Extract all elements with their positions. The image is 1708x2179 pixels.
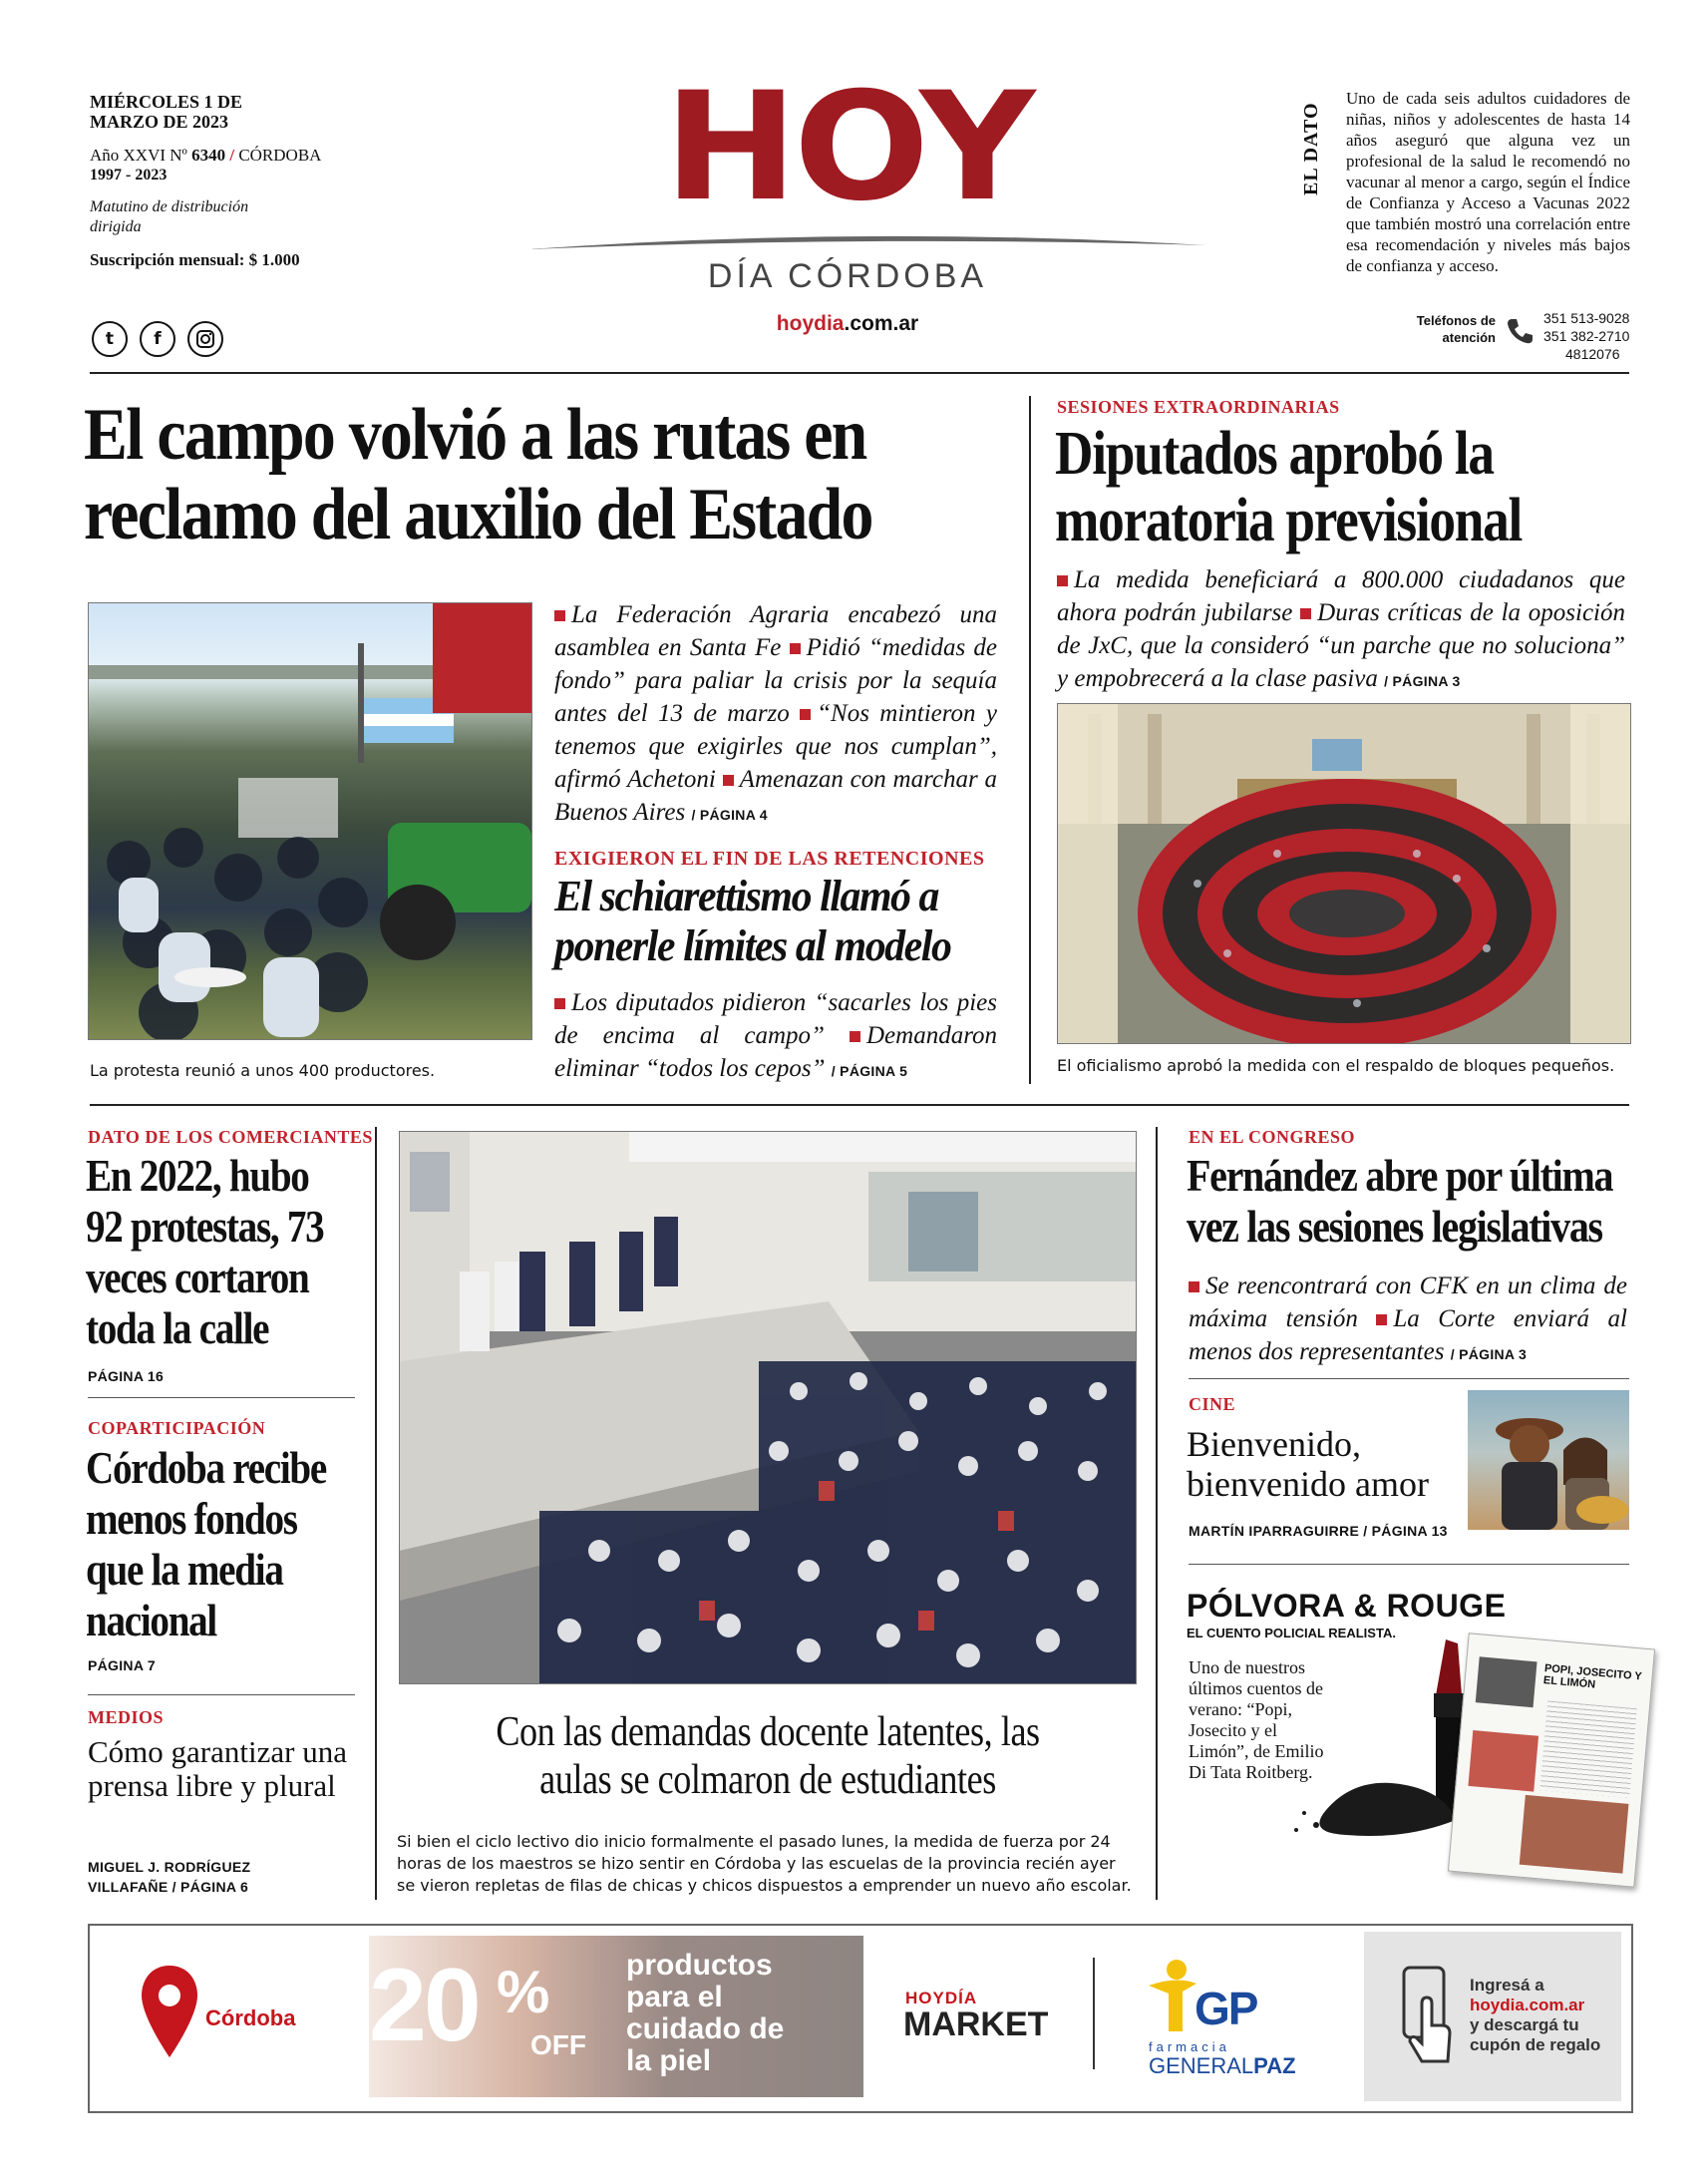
school-photo: [399, 1131, 1137, 1684]
bullet-square: [1300, 608, 1311, 619]
congreso-deck-item: Se reencontrará con CFK en un clima de máxima tensión: [1189, 1272, 1627, 1332]
newspaper-clipping: [1448, 1633, 1655, 1887]
left-headline-2: Córdoba recibe menos fondos que la media nacional: [86, 1442, 326, 1645]
main-headline: El campo volvió a las rutas en reclamo del auxilio del Estado: [84, 394, 872, 555]
issue-info: [90, 146, 321, 166]
left-page-ref-3: MIGUEL J. RODRÍGUEZ VILLAFAÑE / PÁGINA 6: [88, 1859, 251, 1895]
bullet-square: [1057, 575, 1068, 586]
ad-city: Córdoba: [205, 2005, 296, 2030]
location-pin-icon: [140, 1964, 199, 2059]
right-page-ref: / PÁGINA 3: [1384, 673, 1461, 689]
issue-number: 6340: [191, 146, 226, 165]
left-divider-2: [88, 1694, 355, 1695]
main-deck-item: Pidió “medidas de fondo” para paliar la crisis por la sequía antes del 13 de marzo: [554, 634, 998, 727]
market-logo-bottom: MARKET: [903, 2005, 1049, 2043]
sub-kicker: EXIGIERON EL FIN DE LAS RETENCIONES: [554, 848, 985, 870]
sub-deck-item: Los diputados pidieron “sacarles los pies de encima al campo”: [554, 989, 997, 1049]
issue-city: CÓRDOBA: [238, 146, 322, 165]
right-deck-item: La medida beneficiará a 800.000 ciudadanos que ahora podrán jubilarse: [1057, 566, 1625, 626]
polvora-subtitle: EL CUENTO POLICIAL REALISTA.: [1187, 1626, 1396, 1640]
bullet-square: [1189, 1281, 1199, 1292]
pharmacy-initials: GP: [1195, 1983, 1257, 2034]
issue-separator: /: [225, 146, 239, 165]
congreso-headline: Fernández abre por última vez las sesiones legislativas: [1187, 1150, 1613, 1252]
pharmacy-name-2: PAZ: [1253, 2053, 1296, 2078]
coupon-box[interactable]: [1364, 1932, 1621, 2101]
column-divider-right: [1156, 1127, 1158, 1900]
ad-products: productos para el cuidado de la piel: [626, 1949, 785, 2077]
bullet-square: [1376, 1314, 1387, 1325]
column-divider-left: [375, 1127, 377, 1900]
left-kicker-3: MEDIOS: [88, 1707, 165, 1727]
right-deck: [1057, 563, 1625, 698]
right-deck-item: Duras críticas de la oposición de JxC, que la consideró “un parche que no soluciona” y empobrecerá a la clase pasiva: [1057, 599, 1626, 692]
edition-date: MIÉRCOLES 1 DE MARZO DE 2023: [90, 92, 243, 132]
right-divider-1: [1189, 1378, 1629, 1379]
bullet-square: [850, 1031, 860, 1042]
main-deck: [554, 598, 997, 832]
main-photo-caption: La protesta reunió a unos 400 productores.: [90, 1061, 436, 1080]
coupon-site[interactable]: hoydia.com.ar: [1470, 1996, 1585, 2014]
phone-icon: [1504, 315, 1536, 347]
clipping-text-block: [1539, 1700, 1637, 1798]
cine-headline: Bienvenido, bienvenido amor: [1187, 1424, 1429, 1504]
bullet-square: [790, 643, 801, 654]
el-dato-text: Uno de cada seis adultos cuidadores de niñas, niños y adolescentes de hasta 14 años aseguró que alguna vez un profesional de la salud le recomendó no vacunar al menor a cargo, según el Índice de Confianza y Acceso a Vacunas 2022 que también mostró una correlación entre esa recomendación y niveles más bajos de confianza y acceso.: [1346, 89, 1630, 275]
el-dato-label: EL DATO: [1300, 102, 1322, 195]
ad-promo-image: [369, 1936, 863, 2097]
left-headline-3: Cómo garantizar una prensa libre y plural: [88, 1734, 347, 1803]
phone-2: 351 382-2710: [1543, 328, 1630, 344]
pharmacy-small: farmacia: [1149, 2039, 1230, 2054]
left-page-ref-2: PÁGINA 7: [88, 1657, 157, 1673]
cine-page-ref: MARTÍN IPARRAGUIRRE / PÁGINA 13: [1189, 1523, 1448, 1539]
cine-kicker: CINE: [1189, 1394, 1236, 1414]
left-kicker-2: COPARTICIPACIÓN: [88, 1418, 266, 1438]
market-logo-top: HOYDÍA: [905, 1989, 978, 2007]
left-page-ref-1: PÁGINA 16: [88, 1368, 165, 1384]
right-divider-2: [1189, 1564, 1629, 1565]
phone-1: 351 513-9028: [1543, 310, 1630, 326]
newspaper-subtitle: DÍA CÓRDOBA: [707, 257, 988, 295]
years-range: 1997 - 2023: [90, 167, 168, 183]
phones-label: Teléfonos de atención: [1416, 313, 1496, 345]
right-kicker: SESIONES EXTRAORDINARIAS: [1057, 397, 1340, 417]
right-headline: Diputados aprobó la moratoria previsional: [1055, 420, 1523, 554]
main-deck-item: “Nos mintieron y tenemos que exigirles que nos cumplan”, afirmó Achetoni: [554, 700, 997, 793]
congreso-deck-item: La Corte enviará al menos dos representantes: [1189, 1305, 1627, 1365]
phone-tap-icon: [1398, 1964, 1458, 2073]
congreso-deck: [1189, 1270, 1627, 1371]
instagram-icon[interactable]: [187, 321, 223, 357]
sub-headline: El schiarettismo llamó a ponerle límites al modelo: [554, 872, 951, 970]
polvora-title: PÓLVORA & ROUGE: [1187, 1588, 1507, 1624]
clipping-photo-3: [1520, 1795, 1629, 1874]
left-kicker-1: DATO DE LOS COMERCIANTES: [88, 1127, 373, 1147]
coupon-text-1: Ingresá a: [1470, 1976, 1544, 1995]
issue-year: Año XXVI Nº: [90, 146, 192, 165]
left-headline-1: En 2022, hubo 92 protestas, 73 veces cortaron toda la calle: [86, 1150, 324, 1353]
newspaper-logo: HOY: [663, 61, 1032, 234]
pharmacy-name: [1149, 2053, 1296, 2079]
subscription-price: Suscripción mensual: $ 1.000: [90, 250, 300, 269]
sub-deck: [554, 986, 997, 1088]
clipping-title: POPI, JOSECITO Y EL LIMÓN: [1542, 1662, 1642, 1691]
congreso-page-ref: / PÁGINA 3: [1450, 1346, 1528, 1362]
bullet-square: [723, 775, 734, 786]
logo-swoosh: [528, 227, 1206, 257]
distribution-note: Matutino de distribución dirigida: [90, 198, 249, 235]
sub-page-ref: / PÁGINA 5: [831, 1063, 908, 1079]
sub-deck-item: Demandaron eliminar “todos los cepos”: [554, 1022, 997, 1082]
main-deck-item: La Federación Agraria encabezó una asamblea en Santa Fe: [554, 601, 997, 661]
main-page-ref: / PÁGINA 4: [691, 807, 768, 823]
phone-3: 4812076: [1565, 346, 1620, 362]
polvora-text: Uno de nuestros últimos cuentos de verano: “Popi, Josecito y el Limón”, de Emilio Di Tata Roitberg.: [1189, 1657, 1324, 1782]
website-rest: .com.ar: [844, 312, 919, 335]
center-body: Si bien el ciclo lectivo dio inicio formalmente el pasado lunes, la medida de fuerza por 24 horas de los maestros se hizo sentir en Córdoba y las escuelas de la provincia recién ayer se vieron repletas de filas de chicas y chicos dispuestos a emprender un nuevo año escolar.: [397, 1832, 1132, 1895]
clipping-photo-2: [1468, 1730, 1538, 1792]
ad-separator: [1093, 1958, 1095, 2069]
mid-rule: [90, 1104, 1629, 1106]
masthead-rule: [90, 372, 1629, 374]
column-divider-top: [1029, 396, 1031, 1084]
bullet-square: [554, 610, 565, 621]
clipping-photo-1: [1476, 1656, 1537, 1707]
ad-banner[interactable]: [88, 1924, 1633, 2113]
center-headline: Con las demandas docente latentes, las aulas se colmaron de estudiantes: [496, 1709, 1040, 1803]
congress-photo: [1057, 703, 1631, 1044]
bullet-square: [554, 998, 565, 1009]
website-bold: hoydia: [776, 312, 845, 335]
pharmacy-name-1: GENERAL: [1149, 2053, 1254, 2078]
facebook-icon[interactable]: f: [140, 321, 175, 357]
left-divider-1: [88, 1397, 355, 1398]
coupon-text-2: y descargá tu cupón de regalo: [1470, 2015, 1601, 2054]
ad-off: OFF: [530, 2029, 586, 2060]
pharmacy-logo-icon: [1143, 1956, 1202, 2035]
congress-photo-caption: El oficialismo aprobó la medida con el respaldo de bloques pequeños.: [1057, 1056, 1615, 1075]
ad-percent: 20: [369, 1948, 479, 2063]
main-deck-item: Amenazan con marchar a Buenos Aires: [554, 766, 997, 826]
main-story-photo: [88, 602, 532, 1040]
ad-percent-sign: %: [497, 1959, 550, 2025]
cine-photo: [1468, 1390, 1629, 1530]
twitter-icon[interactable]: t: [92, 321, 128, 357]
congreso-kicker: EN EL CONGRESO: [1189, 1127, 1356, 1147]
website-link[interactable]: [618, 312, 1077, 336]
bullet-square: [800, 709, 811, 720]
